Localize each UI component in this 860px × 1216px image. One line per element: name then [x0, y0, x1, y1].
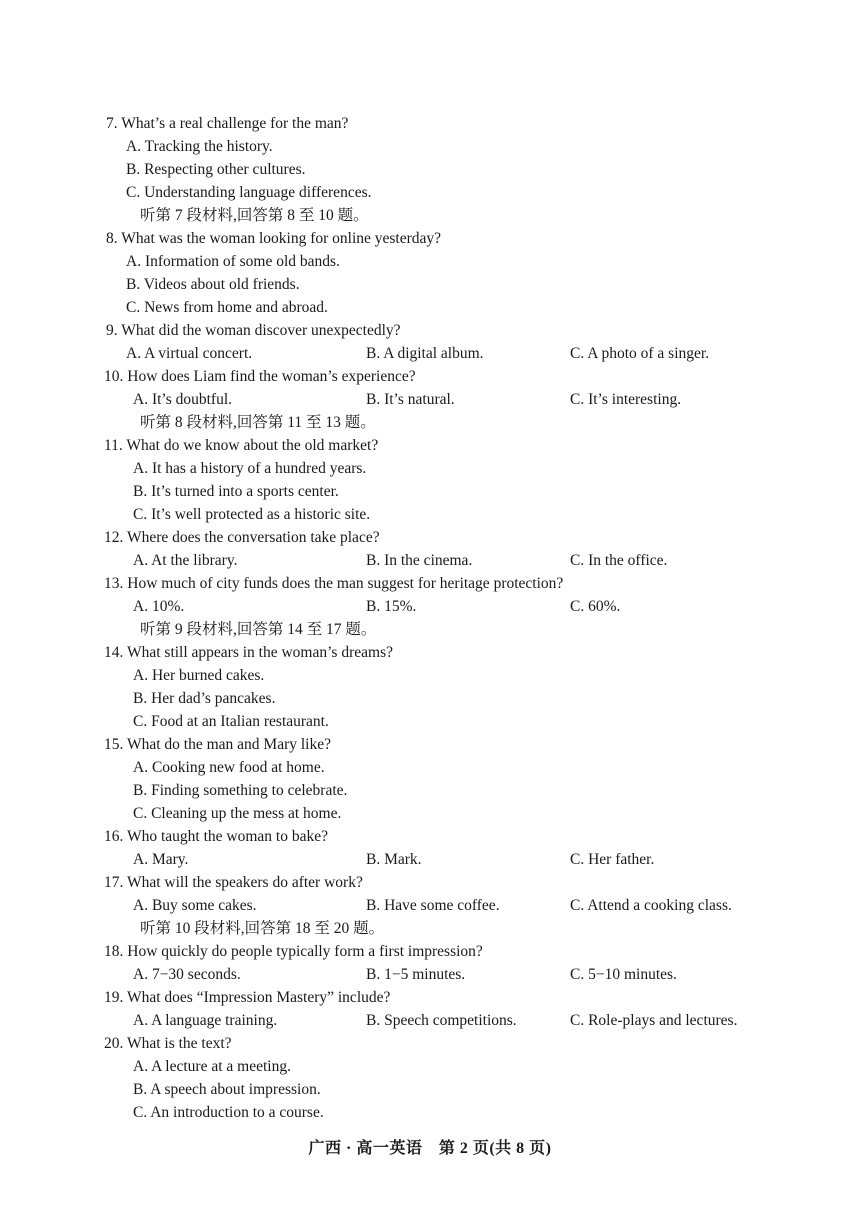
- question-11: [0, 434, 860, 526]
- question-text: 18. How quickly do people typically form a first impression?: [104, 943, 483, 960]
- option-c: C. An introduction to a course.: [133, 1104, 324, 1121]
- option-a: A. Buy some cakes.: [133, 897, 257, 914]
- section-instruction: 听第 8 段材料,回答第 11 至 13 题。: [140, 414, 376, 431]
- option-b: B. 15%.: [366, 598, 417, 615]
- question-12: [0, 526, 860, 572]
- option-row: [0, 342, 860, 365]
- question-text: 20. What is the text?: [104, 1035, 232, 1052]
- option-c: C. Cleaning up the mess at home.: [133, 805, 342, 822]
- option-row: [0, 388, 860, 411]
- option-a: A. At the library.: [133, 552, 238, 569]
- option-b: B. 1−5 minutes.: [366, 966, 466, 983]
- option-c: C. News from home and abroad.: [126, 299, 328, 316]
- question-18: [0, 940, 860, 986]
- exam-page: [0, 112, 860, 1124]
- question-15: [0, 733, 860, 825]
- option-row: [0, 848, 860, 871]
- section-instruction: 听第 9 段材料,回答第 14 至 17 题。: [140, 621, 377, 638]
- option-a: A. Tracking the history.: [126, 138, 273, 155]
- section-instruction: 听第 7 段材料,回答第 8 至 10 题。: [140, 207, 369, 224]
- question-text: 17. What will the speakers do after work?: [104, 874, 363, 891]
- option-c: C. It’s well protected as a historic site.: [133, 506, 371, 523]
- option-b: B. In the cinema.: [366, 552, 473, 569]
- option-c: C. Attend a cooking class.: [570, 897, 732, 914]
- question-13: [0, 572, 860, 618]
- option-b: B. Finding something to celebrate.: [133, 782, 348, 799]
- option-a: A. Cooking new food at home.: [133, 759, 325, 776]
- option-c: C. A photo of a singer.: [570, 345, 710, 362]
- option-c: C. 60%.: [570, 598, 621, 615]
- option-a: A. Her burned cakes.: [133, 667, 265, 684]
- question-text: 8. What was the woman looking for online yesterday?: [106, 230, 442, 247]
- option-row: [0, 1009, 860, 1032]
- question-9: [0, 319, 860, 365]
- option-b: B. Videos about old friends.: [126, 276, 300, 293]
- question-7: [0, 112, 860, 204]
- question-text: 14. What still appears in the woman’s dreams?: [104, 644, 393, 661]
- option-b: B. Have some coffee.: [366, 897, 500, 914]
- question-text: 10. How does Liam find the woman’s experience?: [104, 368, 416, 385]
- option-c: C. Role-plays and lectures.: [570, 1012, 738, 1029]
- option-c: C. It’s interesting.: [570, 391, 682, 408]
- page-footer: 广西 · 高一英语 第 2 页(共 8 页): [308, 1140, 552, 1157]
- option-b: B. Mark.: [366, 851, 422, 868]
- question-text: 15. What do the man and Mary like?: [104, 736, 331, 753]
- question-14: [0, 641, 860, 733]
- question-17: [0, 871, 860, 917]
- question-8: [0, 227, 860, 319]
- option-row: [0, 963, 860, 986]
- option-a: A. It has a history of a hundred years.: [133, 460, 367, 477]
- option-row: [0, 595, 860, 618]
- option-b: B. Respecting other cultures.: [126, 161, 306, 178]
- question-16: [0, 825, 860, 871]
- question-20: [0, 1032, 860, 1124]
- question-text: 11. What do we know about the old market?: [104, 437, 379, 454]
- question-10: [0, 365, 860, 411]
- option-a: A. Mary.: [133, 851, 189, 868]
- question-text: 13. How much of city funds does the man suggest for heritage protection?: [104, 575, 564, 592]
- option-a: A. It’s doubtful.: [133, 391, 233, 408]
- question-19: [0, 986, 860, 1032]
- option-b: B. Her dad’s pancakes.: [133, 690, 276, 707]
- option-c: C. Food at an Italian restaurant.: [133, 713, 329, 730]
- option-a: A. A language training.: [133, 1012, 278, 1029]
- option-c: C. 5−10 minutes.: [570, 966, 677, 983]
- option-b: B. A speech about impression.: [133, 1081, 321, 1098]
- question-text: 16. Who taught the woman to bake?: [104, 828, 328, 845]
- option-row: [0, 549, 860, 572]
- question-text: 19. What does “Impression Mastery” include?: [104, 989, 391, 1006]
- question-text: 9. What did the woman discover unexpectedly?: [106, 322, 401, 339]
- option-c: C. In the office.: [570, 552, 668, 569]
- option-row: [0, 894, 860, 917]
- option-c: C. Understanding language differences.: [126, 184, 372, 201]
- question-text: 7. What’s a real challenge for the man?: [106, 115, 349, 132]
- option-a: A. A virtual concert.: [126, 345, 253, 362]
- option-a: A. 10%.: [133, 598, 185, 615]
- option-a: A. A lecture at a meeting.: [133, 1058, 291, 1075]
- option-b: B. A digital album.: [366, 345, 484, 362]
- question-text: 12. Where does the conversation take place?: [104, 529, 380, 546]
- option-b: B. It’s turned into a sports center.: [133, 483, 339, 500]
- option-a: A. 7−30 seconds.: [133, 966, 241, 983]
- option-c: C. Her father.: [570, 851, 655, 868]
- option-b: B. Speech competitions.: [366, 1012, 517, 1029]
- section-instruction: 听第 10 段材料,回答第 18 至 20 题。: [140, 920, 385, 937]
- option-a: A. Information of some old bands.: [126, 253, 340, 270]
- option-b: B. It’s natural.: [366, 391, 455, 408]
